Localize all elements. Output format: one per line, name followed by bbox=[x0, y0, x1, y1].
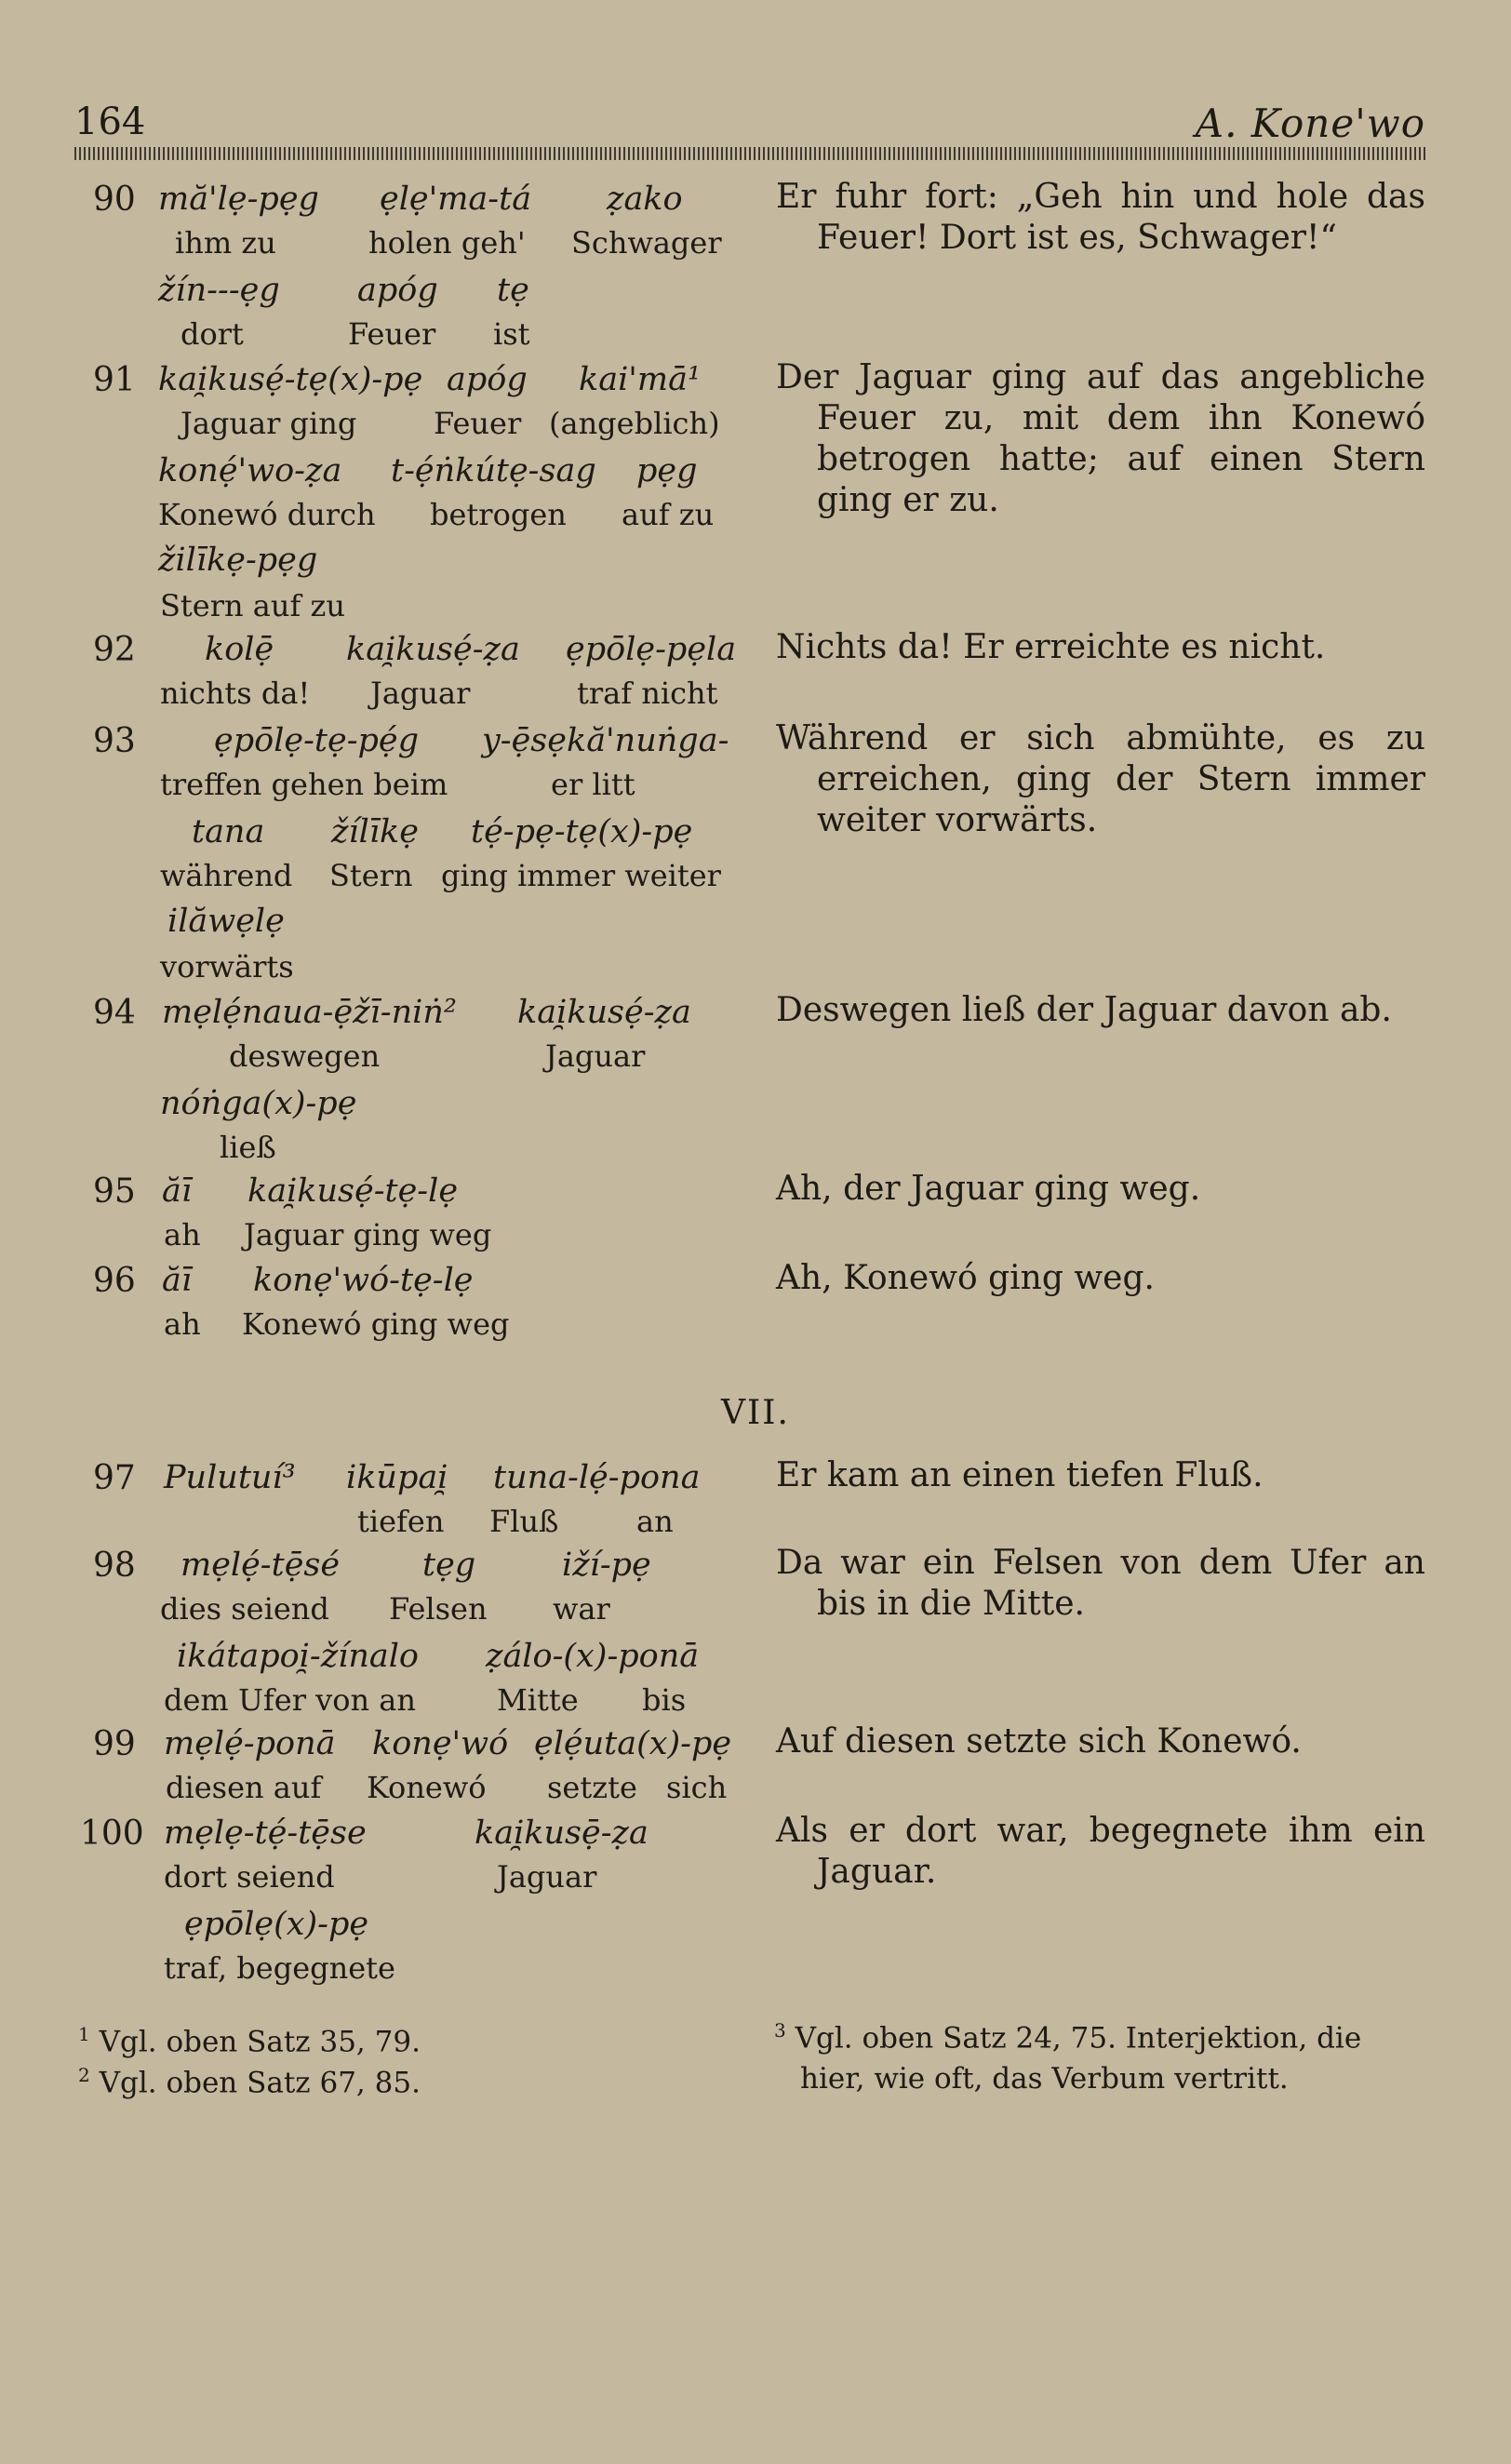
word: kai̯kusẹ̄-ẓa bbox=[475, 1815, 649, 1852]
word: žín---ẹg bbox=[158, 272, 280, 309]
page-number: 164 bbox=[74, 100, 146, 143]
word: nóṅga(x)-pẹ bbox=[160, 1085, 357, 1122]
word: mẹlẹ́-tẹ̄sé bbox=[181, 1547, 341, 1584]
word: t-ẹ́ṅkútẹ-sag bbox=[391, 452, 596, 489]
gloss: nichts da! bbox=[160, 676, 311, 711]
word: ẹpōlẹ(x)-pẹ bbox=[184, 1906, 369, 1943]
footnote-text: Vgl. oben Satz 35, 79. bbox=[99, 2025, 421, 2059]
word: mẹlẹ́naua-ẹ̄žī-niṅ² bbox=[162, 994, 457, 1031]
word: ẓako bbox=[607, 181, 683, 218]
gloss: dort seiend bbox=[164, 1859, 335, 1895]
footnote-3 bbox=[774, 2010, 1425, 2099]
gloss: Jaguar bbox=[370, 676, 471, 711]
gloss: an bbox=[636, 1504, 674, 1539]
translation: Der Jaguar ging auf das angebliche Feuer zu, mit dem ihn Konewó betrogen hatte; auf einen Stern ging er zu. bbox=[776, 358, 1425, 519]
word: kai̯kusẹ́-tẹ-lẹ bbox=[247, 1172, 459, 1210]
gloss: Jaguar bbox=[497, 1859, 597, 1895]
word: ăī bbox=[162, 1262, 193, 1299]
header-rule bbox=[74, 147, 1425, 160]
gloss: treffen gehen beim bbox=[160, 767, 448, 802]
translation: Ah, der Jaguar ging weg. bbox=[776, 1170, 1201, 1208]
gloss: betrogen bbox=[430, 497, 567, 532]
translation: Während er sich abmühte, es zu erreichen, ging der Stern immer weiter vorwärts. bbox=[776, 719, 1425, 839]
word: apóg bbox=[447, 361, 528, 398]
gloss: Konewó durch bbox=[158, 497, 376, 532]
word: y-ẹ̄sẹkă'nuṅga- bbox=[482, 722, 729, 759]
gloss: traf, begegnete bbox=[164, 1950, 395, 1986]
sentence-number: 90 bbox=[93, 181, 136, 219]
gloss: Schwager bbox=[571, 225, 722, 261]
footnote-mark: 1 bbox=[78, 2023, 90, 2045]
gloss: Jaguar bbox=[545, 1038, 646, 1074]
word: ẹlẹ́uta(x)-pẹ bbox=[534, 1725, 732, 1762]
translation: Ah, Konewó ging weg. bbox=[776, 1259, 1155, 1297]
gloss: auf zu bbox=[622, 497, 715, 532]
word: ẹpōlẹ-tẹ-pẹ́g bbox=[214, 722, 420, 759]
word: mẹlẹ́-ponā bbox=[164, 1725, 336, 1762]
section-heading: VII. bbox=[721, 1394, 790, 1432]
gloss: holen geh' bbox=[368, 225, 526, 261]
footnote-text: Vgl. oben Satz 24, 75. Interjektion, die hier, wie oft, das Verbum vertritt. bbox=[795, 2021, 1362, 2096]
sentence-number: 99 bbox=[93, 1725, 136, 1763]
word: ẓálo-(x)-ponā bbox=[486, 1638, 700, 1675]
running-head: A. Kone'wo bbox=[1195, 100, 1425, 146]
word: žílīkẹ bbox=[331, 813, 419, 850]
gloss: ihm zu bbox=[175, 225, 276, 261]
word: ilăwẹlẹ bbox=[167, 903, 285, 940]
word: ẹlẹ'ma-tá bbox=[380, 181, 532, 218]
gloss: Konewó ging weg bbox=[242, 1306, 510, 1342]
gloss: bis bbox=[642, 1682, 687, 1718]
gloss: ist bbox=[493, 316, 530, 352]
gloss: Stern auf zu bbox=[160, 588, 345, 623]
translation: Deswegen ließ der Jaguar davon ab. bbox=[776, 991, 1392, 1029]
gloss: Jaguar ging bbox=[181, 406, 357, 441]
word: kai'mā¹ bbox=[579, 361, 701, 398]
footnote-mark: 2 bbox=[78, 2064, 90, 2086]
gloss: Konewó bbox=[367, 1770, 487, 1805]
gloss: sich bbox=[666, 1770, 728, 1805]
gloss: diesen auf bbox=[166, 1770, 322, 1805]
gloss: Jaguar ging weg bbox=[244, 1217, 492, 1252]
sentence-number: 94 bbox=[93, 994, 136, 1032]
sentence-number: 97 bbox=[93, 1459, 136, 1497]
gloss: Fluß bbox=[489, 1504, 559, 1539]
gloss: tiefen bbox=[357, 1504, 445, 1539]
gloss: Feuer bbox=[348, 316, 436, 352]
word: konẹ́'wo-ẓa bbox=[158, 452, 342, 489]
translation: Da war ein Felsen von dem Ufer an bis in die Mitte. bbox=[776, 1544, 1425, 1623]
word: kai̯kusẹ́-ẓa bbox=[517, 994, 691, 1031]
translation: Auf diesen setzte sich Konewó. bbox=[776, 1722, 1302, 1761]
translation: Er fuhr fort: „Geh hin und hole das Feuer! Dort ist es, Schwager!“ bbox=[776, 178, 1425, 257]
gloss: ah bbox=[164, 1217, 201, 1252]
gloss: Mitte bbox=[497, 1682, 579, 1718]
word: tuna-lẹ́-pona bbox=[493, 1459, 701, 1496]
word: tẹ bbox=[497, 272, 529, 309]
footnote-2 bbox=[78, 2055, 543, 2103]
sentence-number: 100 bbox=[80, 1815, 144, 1853]
gloss: er litt bbox=[551, 767, 635, 802]
word: ẹpōlẹ-pẹla bbox=[566, 631, 737, 668]
footnote-mark: 3 bbox=[774, 2019, 786, 2042]
translation: Nichts da! Er erreichte es nicht. bbox=[776, 628, 1326, 666]
word: mă'lẹ-pẹg bbox=[158, 181, 319, 218]
gloss: setzte bbox=[547, 1770, 637, 1805]
gloss: Feuer bbox=[434, 406, 522, 441]
word: žilīkẹ-pẹg bbox=[158, 542, 318, 579]
gloss: ging immer weiter bbox=[441, 858, 721, 893]
sentence-number: 92 bbox=[93, 631, 136, 669]
word: iží-pẹ bbox=[562, 1547, 651, 1584]
gloss: deswegen bbox=[229, 1038, 381, 1074]
word: konẹ'wó-tẹ-lẹ bbox=[253, 1262, 474, 1299]
word: tẹ́-pẹ-tẹ(x)-pẹ bbox=[471, 813, 693, 850]
translation: Als er dort war, begegnete ihm ein Jaguar. bbox=[776, 1812, 1425, 1891]
word: mẹlẹ-tẹ́-tẹ̄se bbox=[164, 1815, 367, 1852]
word: ikūpai̯ bbox=[346, 1459, 448, 1496]
gloss: ah bbox=[164, 1306, 201, 1342]
footnote-text: Vgl. oben Satz 67, 85. bbox=[99, 2066, 421, 2100]
gloss: dort bbox=[181, 316, 244, 352]
gloss: während bbox=[160, 858, 293, 893]
gloss: Stern bbox=[329, 858, 413, 893]
gloss: ließ bbox=[220, 1130, 276, 1165]
gloss: war bbox=[553, 1591, 610, 1627]
gloss: vorwärts bbox=[160, 949, 294, 984]
sentence-number: 95 bbox=[93, 1172, 136, 1211]
sentence-number: 91 bbox=[93, 361, 136, 399]
word: tana bbox=[192, 813, 265, 850]
word: pẹg bbox=[636, 452, 698, 489]
translation: Er kam an einen tiefen Fluß. bbox=[776, 1456, 1264, 1494]
word: kolẹ̄ bbox=[205, 631, 274, 668]
sentence-number: 93 bbox=[93, 722, 136, 760]
word: Pulutuí³ bbox=[164, 1459, 296, 1496]
word: ikátapoi̯-žínalo bbox=[177, 1638, 420, 1675]
gloss: Felsen bbox=[389, 1591, 488, 1627]
word: kai̯kusẹ́-ẓa bbox=[346, 631, 520, 668]
page-header bbox=[74, 100, 1425, 146]
word: konẹ'wó bbox=[372, 1725, 509, 1762]
gloss: dem Ufer von an bbox=[164, 1682, 416, 1718]
word: apóg bbox=[357, 272, 438, 309]
word: ăī bbox=[162, 1172, 193, 1210]
sentence-number: 96 bbox=[93, 1262, 136, 1300]
word: kai̯kusẹ́-tẹ(x)-pẹ bbox=[158, 361, 423, 398]
gloss: dies seiend bbox=[160, 1591, 329, 1627]
sentence-number: 98 bbox=[93, 1547, 136, 1585]
gloss: traf nicht bbox=[577, 676, 718, 711]
word: tẹg bbox=[422, 1547, 476, 1584]
gloss: (angeblich) bbox=[549, 406, 720, 441]
